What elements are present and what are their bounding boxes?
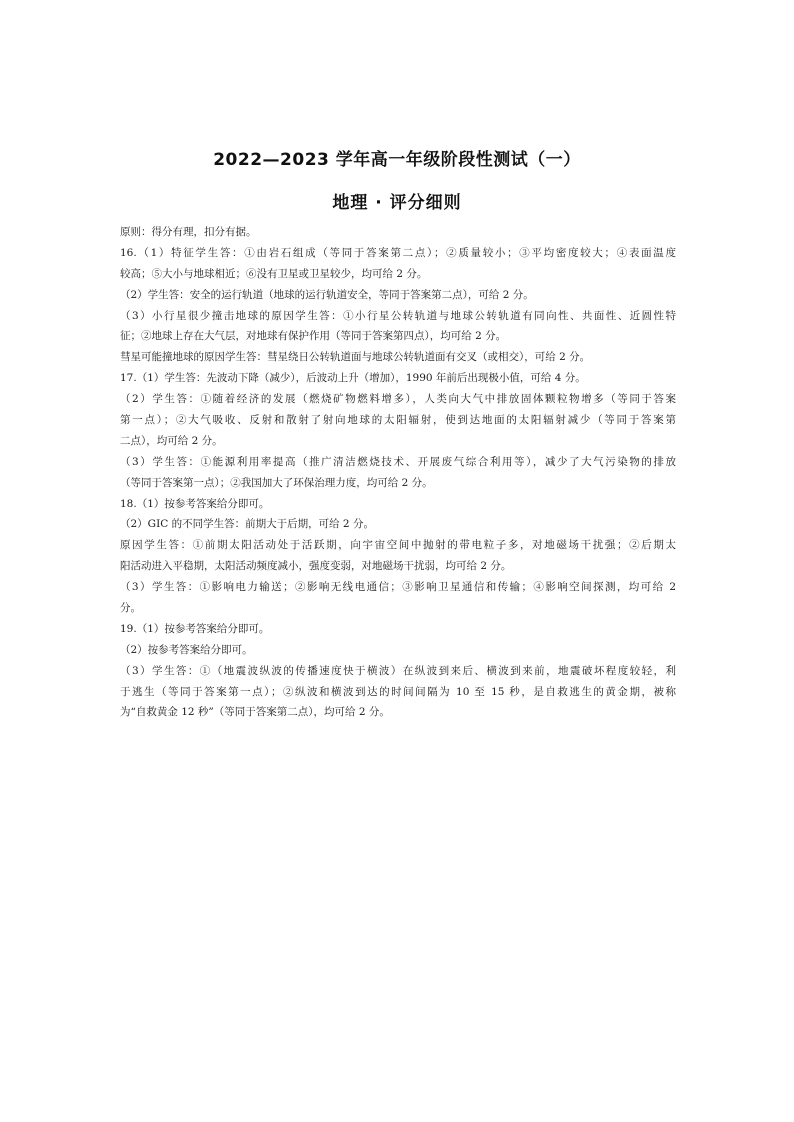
q19-part3-line: 于逃生（等同于答案第一点）；②纵波和横波到达的时间间隔为 10 至 15 秒，是自救逃生的黄金期，被称	[120, 685, 676, 698]
q17-part3-line: （等同于答案第一点）；②我国加大了环保治理力度，均可给 2 分。	[120, 476, 433, 489]
q19-part2-line: （2）按参考答案给分即可。	[120, 643, 253, 656]
q16-part3-line: （3）小行星很少撞击地球的原因学生答：①小行星公转轨道与地球公转轨道有同向性、共面性、近圆性特	[120, 309, 676, 322]
principle-line: 原则：得分有理，扣分有据。	[120, 226, 257, 238]
q16-part2-line: （2）学生答：安全的运行轨道（地球的运行轨道安全，等同于答案第二点），可给 2 分。	[120, 288, 534, 301]
q16-part3-line: 征；②地球上存在大气层，对地球有保护作用（等同于答案第四点），均可给 2 分。	[120, 330, 507, 343]
document-subtitle: 地理 · 评分细则	[332, 193, 462, 213]
q18-reason-line: 原因学生答：①前期太阳活动处于活跃期，向宇宙空间中抛射的带电粒子多，对地磁场干扰强；②后期太	[120, 539, 676, 552]
q19-part1-line: 19.（1）按参考答案给分即可。	[120, 622, 270, 635]
q18-part3-line: （3）学生答：①影响电力输送；②影响无线电通信；③影响卫星通信和传输；④影响空间探测，均可给 2	[120, 581, 676, 594]
q17-part3-line: （3）学生答：①能源利用率提高（推广清洁燃烧技术、开展废气综合利用等），减少了大气污染物的排放	[120, 455, 676, 468]
q16-part1-line: 较高；⑤大小与地球相近；⑥没有卫星或卫星较少，均可给 2 分。	[120, 267, 428, 280]
q17-part2-line: （2）学生答：①随着经济的发展（燃烧矿物燃料增多），人类向大气中排放固体颗粒物增多（等同于答案	[120, 393, 676, 406]
q18-part3-line: 分。	[120, 602, 141, 615]
q19-part3-line: 为“自救黄金 12 秒”（等同于答案第二点），均可给 2 分。	[120, 706, 390, 719]
q16-part1-line: 16.（1）特征学生答：①由岩石组成（等同于答案第二点）；②质量较小；③平均密度较大；④表面温度	[120, 246, 676, 259]
q18-reason-line: 阳活动进入平稳期，太阳活动频度减小，强度变弱，对地磁场干扰弱，均可给 2 分。	[120, 560, 512, 573]
q17-part2-line: 二点），均可给 2 分。	[120, 434, 223, 447]
scoring-rules-body	[120, 222, 676, 723]
q18-part2-line: （2）GIC 的不同学生答：前期大于后期，可给 2 分。	[120, 518, 374, 531]
q16-part3-comet-line: 彗星可能撞地球的原因学生答：彗星绕日公转轨道面与地球公转轨道面有交叉（或相交），可给 2 分。	[120, 351, 591, 364]
q17-part2-line: 第一点）；②大气吸收、反射和散射了射向地球的太阳辐射，使到达地面的太阳辐射减少（等同于答案第	[120, 414, 676, 427]
q19-part3-line: （3）学生答：①（地震波纵波的传播速度快于横波）在纵波到来后、横波到来前，地震破坏程度较轻，利	[120, 664, 676, 677]
q18-part1-line: 18.（1）按参考答案给分即可。	[120, 497, 270, 510]
q17-part1-line: 17.（1）学生答：先波动下降（减少），后波动上升（增加），1990 年前后出现极小值，可给 4 分。	[120, 372, 586, 385]
document-title: 2022—2023 学年高一年级阶段性测试（一）	[213, 150, 581, 170]
